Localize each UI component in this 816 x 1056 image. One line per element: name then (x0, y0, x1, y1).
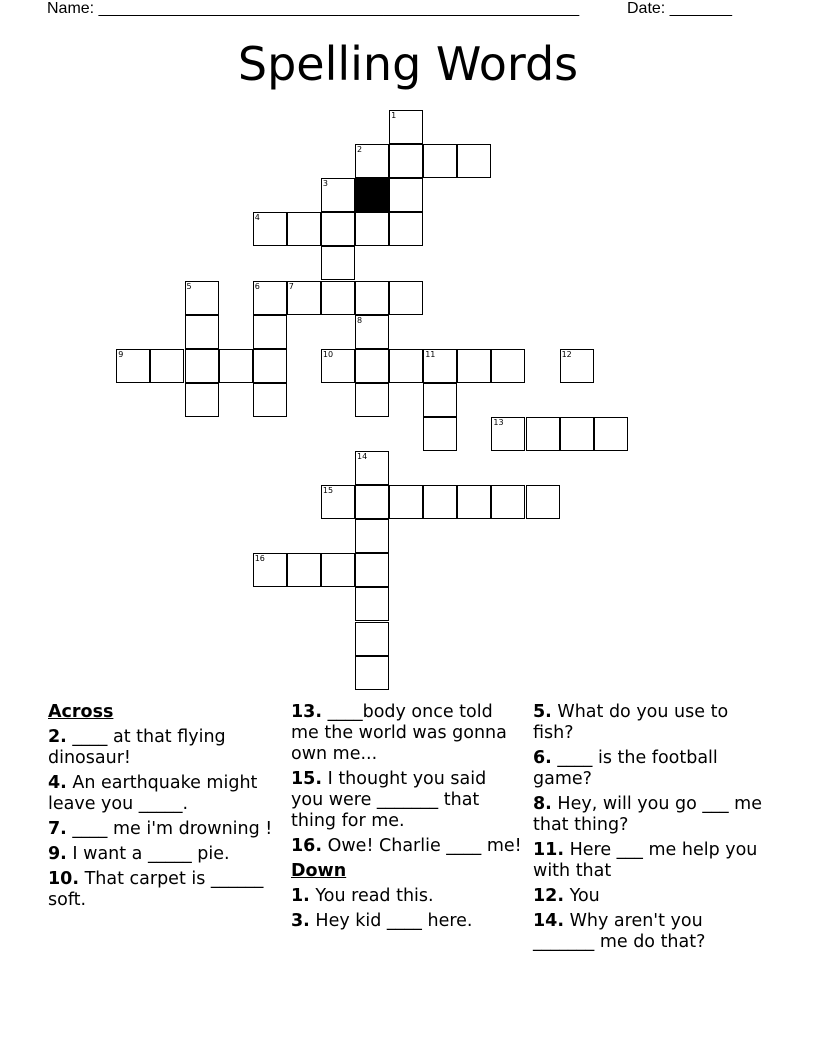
clue-text: Hey kid ____ here. (315, 911, 473, 931)
clue-text: You read this. (315, 886, 434, 906)
cell-number: 6 (254, 281, 260, 291)
cell-number: 5 (186, 281, 192, 291)
crossword-cell[interactable] (423, 417, 457, 451)
clue-number: 4. (48, 773, 67, 793)
clue-number: 11. (533, 840, 565, 860)
down-clue (533, 748, 765, 790)
crossword-cell[interactable] (253, 349, 287, 383)
crossword-cell[interactable] (389, 178, 423, 212)
clue-column-2 (291, 702, 523, 936)
crossword-cell[interactable] (526, 417, 560, 451)
down-clue (291, 886, 523, 907)
clue-number: 10. (48, 869, 80, 889)
cell-number: 15 (322, 486, 334, 496)
clue-text: Why aren't you _______ me do that? (533, 911, 706, 952)
name-field-label[interactable]: Name: ______________________________________________________ (47, 0, 580, 17)
crossword-cell[interactable] (321, 349, 355, 383)
crossword-cell[interactable] (423, 349, 457, 383)
clue-text: ____ is the football game? (533, 748, 718, 789)
across-heading: Across (48, 702, 114, 722)
clue-number: 16. (291, 836, 323, 856)
clue-column-3 (533, 702, 765, 957)
cell-number: 7 (288, 281, 294, 291)
crossword-cell[interactable] (287, 553, 321, 587)
cell-number: 16 (254, 554, 265, 564)
crossword-cell[interactable] (389, 349, 423, 383)
cell-number: 4 (254, 213, 260, 223)
crossword-cell[interactable] (389, 281, 423, 315)
crossword-cell[interactable] (355, 383, 389, 417)
crossword-cell[interactable] (287, 212, 321, 246)
cell-number: 11 (425, 349, 436, 359)
clue-text: Owe! Charlie ____ me! (327, 836, 522, 856)
crossword-cell[interactable] (389, 144, 423, 178)
crossword-cell[interactable] (355, 349, 389, 383)
crossword-cell[interactable] (253, 212, 287, 246)
clue-number: 8. (533, 794, 552, 814)
down-clue (533, 702, 765, 744)
cell-number: 14 (357, 452, 368, 461)
crossword-cell[interactable] (321, 553, 355, 587)
clue-number: 1. (291, 886, 310, 906)
crossword-cell[interactable] (560, 417, 594, 451)
clue-number: 13. (291, 702, 323, 722)
crossword-cell[interactable] (321, 178, 355, 212)
date-field-label[interactable]: Date: _______ (627, 0, 732, 17)
crossword-cell[interactable] (355, 212, 389, 246)
cell-number: 13 (493, 417, 504, 427)
crossword-cell[interactable] (355, 622, 389, 656)
down-clue (291, 911, 523, 932)
clue-text: What do you use to fish? (533, 702, 729, 743)
crossword-cell[interactable] (150, 349, 184, 383)
crossword-cell[interactable] (116, 349, 150, 383)
crossword-cell[interactable] (491, 417, 525, 451)
crossword-cell[interactable] (253, 281, 287, 315)
clue-column-1 (48, 702, 280, 915)
crossword-cell[interactable] (185, 349, 219, 383)
clue-number: 7. (48, 819, 67, 839)
crossword-cell[interactable] (321, 246, 355, 280)
crossword-cell[interactable] (491, 349, 525, 383)
crossword-cell[interactable] (185, 315, 219, 349)
across-clue (48, 773, 280, 815)
clue-text: Here ___ me help you with that (533, 840, 758, 881)
crossword-cell[interactable] (253, 315, 287, 349)
crossword-cell[interactable] (253, 383, 287, 417)
clue-number: 9. (48, 844, 67, 864)
crossword-cell[interactable] (185, 281, 219, 315)
crossword-cell[interactable] (457, 144, 491, 178)
clue-text: That carpet is ______ soft. (48, 869, 264, 910)
crossword-cell[interactable] (355, 519, 389, 553)
crossword-cell[interactable] (219, 349, 253, 383)
cell-number: 12 (561, 349, 572, 359)
clue-text: I want a _____ pie. (72, 844, 230, 864)
crossword-cell[interactable] (355, 587, 389, 621)
clue-number: 14. (533, 911, 565, 931)
crossword-cell[interactable] (423, 383, 457, 417)
down-clue (533, 911, 765, 953)
crossword-cell[interactable] (560, 349, 594, 383)
cell-number: 10 (322, 349, 334, 359)
clue-number: 15. (291, 769, 323, 789)
clue-text: An earthquake might leave you _____. (48, 773, 258, 814)
crossword-cell[interactable] (355, 485, 389, 519)
cell-number: 3 (322, 179, 328, 189)
crossword-cell[interactable] (423, 485, 457, 519)
crossword-cell[interactable] (457, 485, 491, 519)
clue-text: ____ me i'm drowning ! (72, 819, 273, 839)
across-clue (48, 844, 280, 865)
across-clue (48, 869, 280, 911)
crossword-cell[interactable] (389, 110, 423, 144)
page-title: Spelling Words (237, 37, 579, 91)
crossword-cell[interactable] (355, 656, 389, 690)
clue-number: 6. (533, 748, 552, 768)
clue-text: ____ at that flying dinosaur! (48, 727, 226, 768)
down-clue (533, 886, 765, 907)
clue-text: You (569, 886, 600, 906)
down-clue (533, 794, 765, 836)
crossword-cell[interactable] (389, 212, 423, 246)
crossword-cell[interactable] (457, 349, 491, 383)
crossword-cell[interactable] (526, 485, 560, 519)
crossword-cell[interactable] (355, 553, 389, 587)
clue-number: 5. (533, 702, 552, 722)
across-clue (291, 769, 523, 832)
clue-text: Hey, will you go ___ me that thing? (533, 794, 762, 835)
clue-number: 2. (48, 727, 67, 747)
crossword-cell[interactable] (321, 281, 355, 315)
crossword-cell[interactable] (355, 281, 389, 315)
cell-number: 8 (357, 315, 363, 325)
crossword-cell[interactable] (389, 485, 423, 519)
clue-number: 12. (533, 886, 565, 906)
crossword-cell[interactable] (321, 485, 355, 519)
crossword-cell[interactable] (321, 212, 355, 246)
clue-text: ____body once told me the world was gonna own me... (291, 702, 507, 764)
crossword-cell[interactable] (594, 417, 628, 451)
cell-number: 2 (357, 145, 363, 155)
crossword-cell[interactable] (287, 281, 321, 315)
crossword-cell[interactable] (423, 144, 457, 178)
down-heading: Down (291, 861, 347, 881)
cell-number: 1 (391, 111, 397, 120)
down-clue (533, 840, 765, 882)
crossword-cell[interactable] (355, 451, 389, 485)
across-clue (48, 819, 280, 840)
crossword-cell[interactable] (355, 315, 389, 349)
clue-number: 3. (291, 911, 310, 931)
crossword-cell[interactable] (253, 553, 287, 587)
across-clue (291, 702, 523, 765)
cell-number: 9 (118, 349, 124, 359)
crossword-cell[interactable] (185, 383, 219, 417)
crossword-black-cell (355, 178, 389, 212)
crossword-cell[interactable] (355, 144, 389, 178)
crossword-cell[interactable] (491, 485, 525, 519)
clue-text: I thought you said you were _______ that thing for me. (291, 769, 487, 831)
across-clue (291, 836, 523, 857)
across-clue (48, 727, 280, 769)
